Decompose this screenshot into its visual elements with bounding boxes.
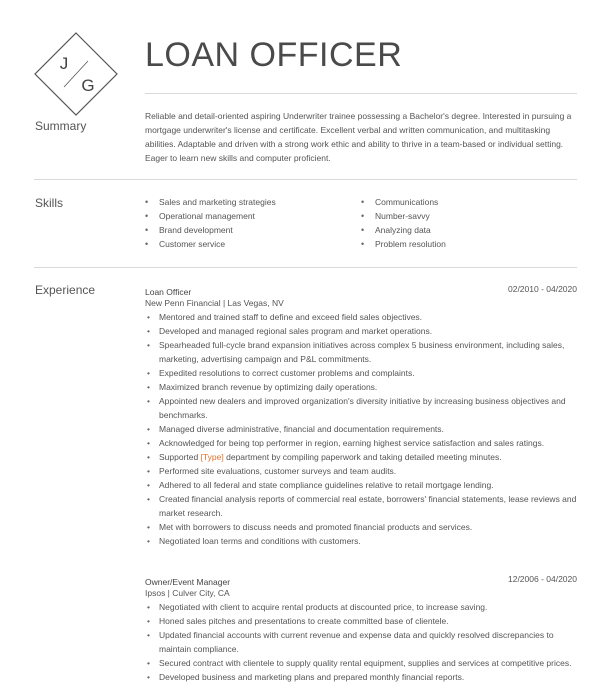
resume-name: LOAN OFFICER [145,36,403,74]
job-bullet: • Created financial analysis reports of commercial real estate, borrowers' financial statements, lease reviews and market research. [145,492,577,520]
skills-divider [34,267,577,268]
job-bullet: • Negotiated loan terms and conditions with customers. [145,534,577,548]
skill-item: • Sales and marketing strategies [145,195,276,209]
skills-list-left [145,195,276,251]
summary-divider [34,179,577,180]
job-bullets [145,310,577,548]
summary-heading: Summary [35,119,87,133]
job-bullet: • Honed sales pitches and presentations to create committed base of clientele. [145,614,577,628]
job-bullet: • Secured contract with clientele to supply quality rental equipment, supplies and services at competitive prices. [145,656,577,670]
job-bullet: • Developed business and marketing plans and prepared monthly financial reports. [145,670,577,684]
job-bullet: • Negotiated with client to acquire rental products at discounted price, to increase saving. [145,600,577,614]
job-company: New Penn Financial | Las Vegas, NV [145,298,284,308]
job-bullet: • Met with borrowers to discuss needs and promoted financial products and services. [145,520,577,534]
monogram-first-initial: J [59,54,69,73]
job-dates: 02/2010 - 04/2020 [507,284,577,294]
monogram-logo [34,32,118,116]
job-bullets [145,600,577,684]
job-bullet: • Updated financial accounts with current revenue and expense data and quickly resolved discrepancies to maintain compliance. [145,628,577,656]
job-bullet: • Developed and managed regional sales program and market operations. [145,324,577,338]
skill-item: • Problem resolution [361,237,446,251]
job-bullet: • Managed diverse administrative, financial and documentation requirements. [145,422,577,436]
skills-heading: Skills [35,196,64,210]
job-entry [145,572,577,684]
header-divider [145,93,577,94]
job-title: Owner/Event Manager [145,577,231,587]
skill-item: • Communications [361,195,446,209]
job-bullet: • Maximized branch revenue by optimizing daily operations. [145,380,577,394]
skill-item: • Brand development [145,223,276,237]
job-company: Ipsos | Culver City, CA [145,588,230,598]
monogram-last-initial: G [81,76,95,95]
skill-item: • Operational management [145,209,276,223]
skills-list-right [361,195,446,251]
skill-item: • Number-savvy [361,209,446,223]
job-bullet: • Performed site evaluations, customer surveys and team audits. [145,464,577,478]
job-entry [145,282,577,548]
placeholder-text: [Type] [200,452,224,462]
job-bullet: • Acknowledged for being top performer in region, earning highest service satisfaction and sales ratings. [145,436,577,450]
skill-item: • Analyzing data [361,223,446,237]
experience-heading: Experience [35,283,96,297]
job-bullet: • Mentored and trained staff to define and exceed field sales objectives. [145,310,577,324]
summary-text: Reliable and detail-oriented aspiring Underwriter trainee possessing a Bachelor's degree. Interested in pursuing a mortgage underwriter's license and certificate. Excellent verbal and written communication, and multitasking abilities. Adaptable and driven with a strong work ethic and ability to thrive in a team-based or individual setting. Eager to learn new skills and computer proficient. [145,111,572,163]
skill-item: • Customer service [145,237,276,251]
job-bullet: • Spearheaded full-cycle brand expansion initiatives across complex 5 business environment, including sales, marketing, advertising campaign and P&L commitments. [145,338,577,366]
job-bullet: • Expedited resolutions to correct customer problems and complaints. [145,366,577,380]
job-bullet: • Supported [Type] department by compiling paperwork and taking detailed meeting minutes. [145,450,577,464]
job-bullet: • Appointed new dealers and improved organization's diversity initiative by increasing business objectives and benchmarks. [145,394,577,422]
job-dates: 12/2006 - 04/2020 [507,574,577,584]
job-bullet: • Adhered to all federal and state compliance guidelines relative to retail mortgage lending. [145,478,577,492]
job-title: Loan Officer [145,287,192,297]
